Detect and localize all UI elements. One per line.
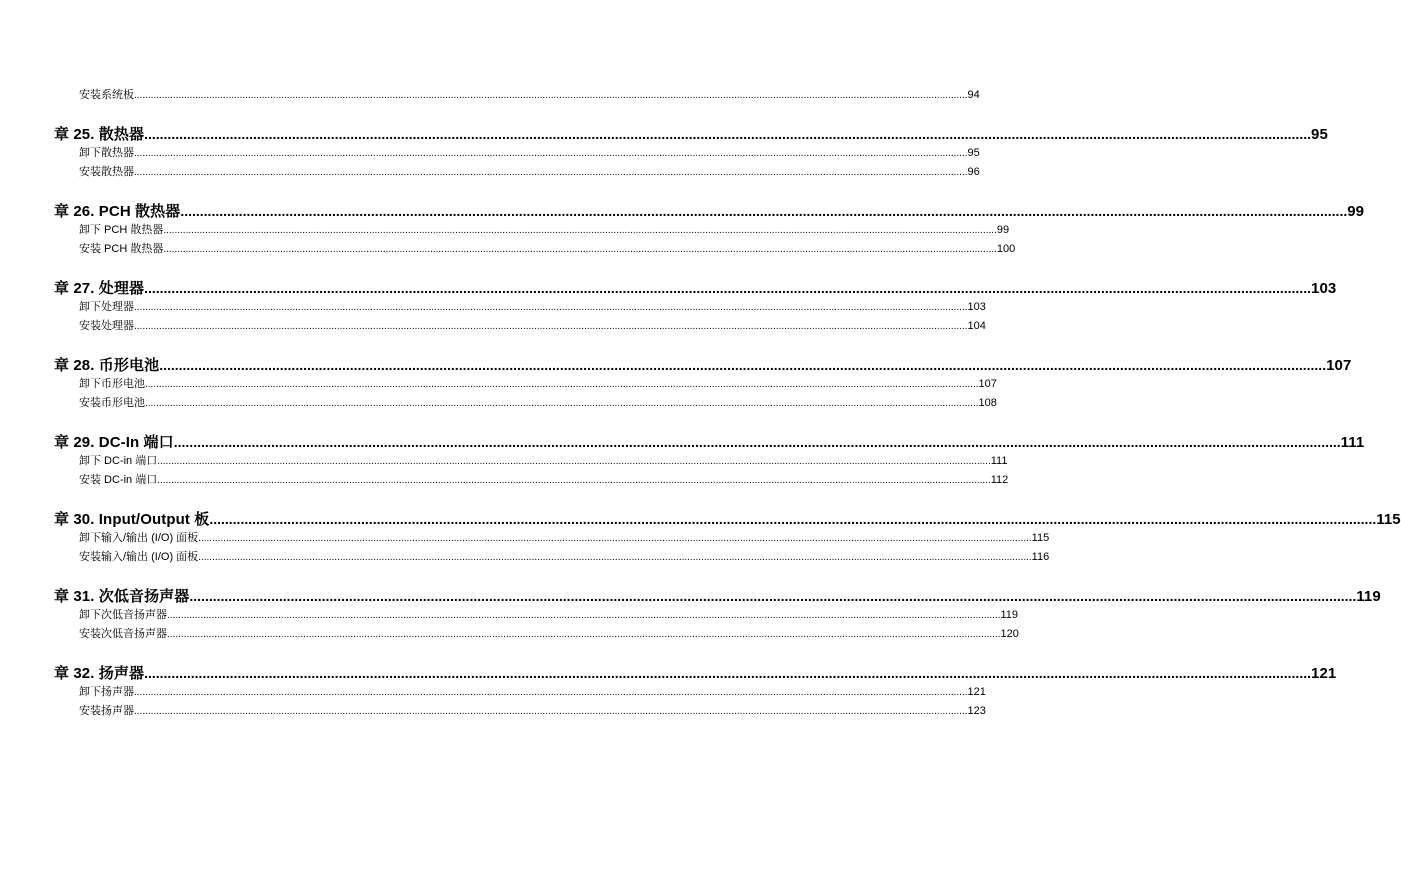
toc-page-number: 108 [978, 397, 997, 409]
toc-entry[interactable] [54, 221, 1010, 240]
dot-leader: ............................................................................................................................................................................................................................................................................................................ [134, 687, 968, 698]
toc-chapter-group [54, 432, 1365, 490]
toc-entry[interactable] [54, 606, 1019, 625]
toc-chapter-heading[interactable] [54, 509, 1401, 529]
toc-chapter-group [54, 201, 1365, 259]
toc-entry-label: 卸下次低音扬声器 [79, 609, 167, 621]
dot-leader: ............................................................................................................................................................................................................................................................................................................ [198, 533, 1032, 544]
toc-entry[interactable] [54, 548, 1050, 567]
toc-entry[interactable] [54, 375, 997, 394]
toc-page-number: 103 [967, 301, 986, 313]
toc-page-number: 95 [967, 147, 980, 159]
toc-entry-label: 安装散热器 [79, 166, 134, 178]
dot-leader: ............................................................................................................................................................................................................................................................................................................ [145, 379, 979, 390]
toc-page-number: 116 [1031, 551, 1050, 563]
dot-leader: ............................................................................................................................................................................................................................................................................................................ [167, 610, 1001, 621]
toc-chapter-group [54, 663, 1337, 721]
dot-leader: ............................................................................................................................................................................................................................................................................................................ [157, 456, 991, 467]
toc-chapter-heading[interactable] [54, 586, 1381, 606]
toc-entry-install-system-board[interactable] [54, 86, 980, 105]
dot-leader: ............................................................................................................................................................................................................................................................................................................ [167, 629, 1001, 640]
toc-page-number: 96 [967, 166, 980, 178]
dot-leader: ............................................................................................................................................................................................................................................................................................................ [198, 552, 1032, 563]
dot-leader: ............................................................................................................................................................................................................................................................................................................ [134, 90, 968, 101]
chapter-title: 章 28. 币形电池 [54, 357, 160, 374]
toc-entry[interactable] [54, 529, 1050, 548]
chapter-page-number: 103 [1311, 280, 1337, 297]
toc-page-number: 100 [996, 243, 1016, 255]
toc-page-number: 94 [967, 89, 980, 101]
dot-leader: ............................................................................................................................................................................................................................................................................................................ [163, 225, 997, 236]
dot-leader: ............................................................................................................................................................................................................................................................................................................ [144, 665, 1311, 681]
dot-leader: ............................................................................................................................................................................................................................................................................................................ [134, 167, 968, 178]
toc-entry[interactable] [54, 317, 986, 336]
toc-page-number: 115 [1031, 532, 1050, 544]
dot-leader: ............................................................................................................................................................................................................................................................................................................ [145, 398, 979, 409]
chapter-page-number: 107 [1326, 357, 1352, 374]
toc-entry[interactable] [54, 240, 1016, 259]
toc-entry-label: 卸下输入/输出 (I/O) 面板 [79, 532, 199, 544]
dot-leader: ............................................................................................................................................................................................................................................................................................................ [189, 588, 1357, 604]
toc-entry-label: 安装币形电池 [79, 397, 145, 409]
dot-leader: ............................................................................................................................................................................................................................................................................................................ [134, 321, 968, 332]
chapter-title: 章 26. PCH 散热器 [54, 203, 181, 220]
toc-entry-label: 卸下 PCH 散热器 [79, 224, 164, 236]
toc-chapter-heading[interactable] [54, 432, 1365, 452]
toc-chapter-group [54, 509, 1401, 567]
toc-entry-label: 安装扬声器 [79, 705, 134, 717]
toc-entry[interactable] [54, 471, 1009, 490]
toc-chapter-heading[interactable] [54, 663, 1337, 683]
chapter-page-number: 121 [1311, 665, 1337, 682]
chapter-title: 章 31. 次低音扬声器 [54, 588, 190, 605]
dot-leader: ............................................................................................................................................................................................................................................................................................................ [134, 302, 968, 313]
toc-page-number: 107 [978, 378, 997, 390]
toc-entry-label: 安装处理器 [79, 320, 134, 332]
toc-page-number: 104 [967, 320, 986, 332]
toc-page-number: 123 [967, 705, 986, 717]
dot-leader: ............................................................................................................................................................................................................................................................................................................ [144, 126, 1311, 142]
toc-entry-label: 安装输入/输出 (I/O) 面板 [79, 551, 199, 563]
chapter-page-number: 119 [1356, 588, 1381, 605]
toc-chapter-group [54, 278, 1337, 336]
toc-entry-label: 卸下币形电池 [79, 378, 145, 390]
chapter-title: 章 27. 处理器 [54, 280, 145, 297]
toc-entry-label: 安装系统板 [79, 89, 134, 101]
dot-leader: ............................................................................................................................................................................................................................................................................................................ [180, 203, 1348, 219]
dot-leader: ............................................................................................................................................................................................................................................................................................................ [209, 511, 1377, 527]
toc-chapter-heading[interactable] [54, 355, 1352, 375]
toc-chapter-heading[interactable] [54, 124, 1328, 144]
toc-entry-label: 安装 PCH 散热器 [79, 243, 164, 255]
toc-entry[interactable] [54, 452, 1008, 471]
chapter-title: 章 32. 扬声器 [54, 665, 145, 682]
toc-entry-label: 卸下扬声器 [79, 686, 134, 698]
toc-chapter-heading[interactable] [54, 278, 1337, 298]
chapter-page-number: 99 [1347, 203, 1365, 220]
toc-entry[interactable] [54, 144, 980, 163]
toc-page-number: 112 [990, 474, 1009, 486]
toc-entry[interactable] [54, 702, 986, 721]
chapter-title: 章 29. DC-In 端口 [54, 434, 174, 451]
toc-entry[interactable] [54, 625, 1019, 644]
chapter-title: 章 25. 散热器 [54, 126, 145, 143]
chapter-title: 章 30. Input/Output 板 [54, 511, 210, 528]
toc-entry-label: 安装 DC-in 端口 [79, 474, 158, 486]
dot-leader: ............................................................................................................................................................................................................................................................................................................ [159, 357, 1327, 373]
chapter-page-number: 111 [1340, 434, 1365, 451]
toc-page-number: 99 [996, 224, 1010, 236]
toc-chapter-group [54, 124, 1328, 182]
toc-entry-label: 卸下处理器 [79, 301, 134, 313]
toc-page-number: 119 [1000, 609, 1019, 621]
chapter-page-number: 115 [1376, 511, 1401, 528]
dot-leader: ............................................................................................................................................................................................................................................................................................................ [173, 434, 1341, 450]
dot-leader: ............................................................................................................................................................................................................................................................................................................ [157, 475, 991, 486]
toc-entry-label: 卸下 DC-in 端口 [79, 455, 158, 467]
table-of-contents [54, 86, 1401, 721]
toc-entry[interactable] [54, 683, 986, 702]
dot-leader: ............................................................................................................................................................................................................................................................................................................ [134, 148, 968, 159]
dot-leader: ............................................................................................................................................................................................................................................................................................................ [163, 244, 997, 255]
toc-page-number: 111 [990, 455, 1008, 467]
toc-page-number: 121 [967, 686, 986, 698]
toc-entry-label: 卸下散热器 [79, 147, 134, 159]
toc-page-number: 120 [1000, 628, 1019, 640]
toc-chapter-heading[interactable] [54, 201, 1365, 221]
chapter-page-number: 95 [1311, 126, 1328, 143]
toc-chapter-group [54, 355, 1352, 413]
toc-entry[interactable] [54, 394, 997, 413]
dot-leader: ............................................................................................................................................................................................................................................................................................................ [134, 706, 968, 717]
toc-chapter-group [54, 586, 1381, 644]
dot-leader: ............................................................................................................................................................................................................................................................................................................ [144, 280, 1311, 296]
toc-entry-label: 安装次低音扬声器 [79, 628, 167, 640]
toc-entry[interactable] [54, 163, 980, 182]
toc-entry[interactable] [54, 298, 986, 317]
